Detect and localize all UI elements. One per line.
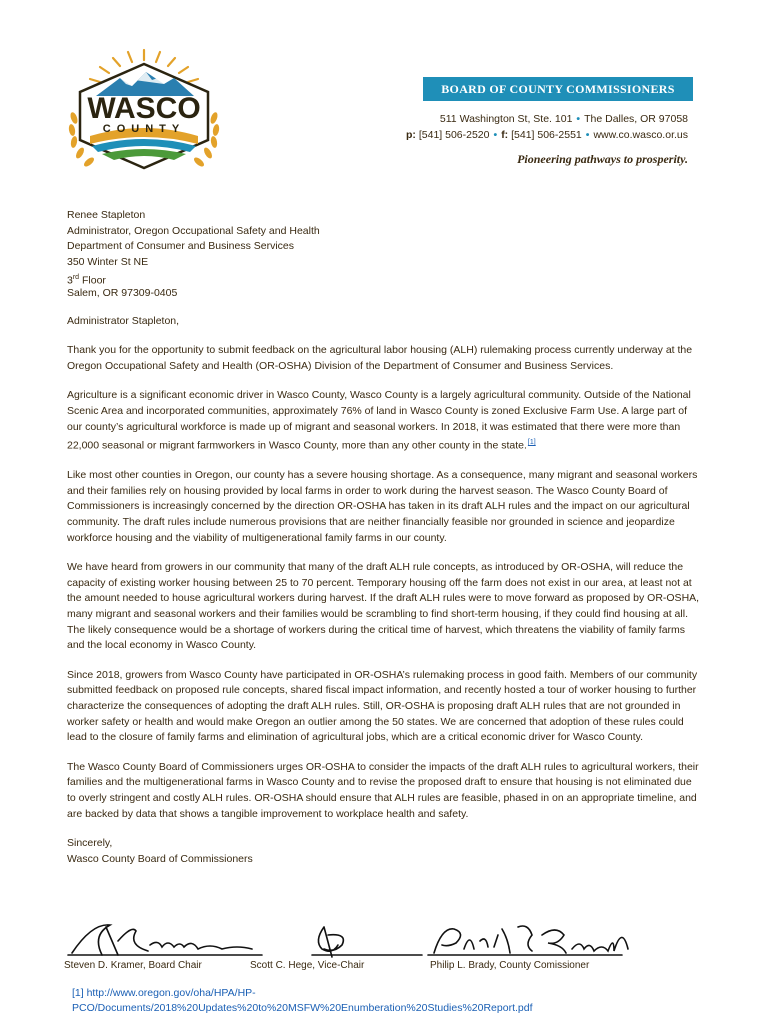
paragraph: Since 2018, growers from Wasco County have participated in OR-OSHA’s rulemaking process in good faith. Members of our community submitted feedback on proposed rule concepts, shared fiscal impact information, and recently hosted a tour of worker housing to further characterize the consequences of adopting the draft ALH rules. Still, OR-OSHA is proposing draft ALH rules that are not grounded in worker safety or health and would make Oregon an outlier among the 50 states. We are concerned that adoption of these rules could lead to the closure of family farms and elimination of agricultural jobs, which are a critical economic driver for Wasco County. bbox=[67, 668, 698, 744]
recipient-department: Department of Consumer and Business Services bbox=[67, 240, 295, 253]
signature-name-kramer: Steven D. Kramer, Board Chair bbox=[64, 960, 202, 971]
recipient-street: 350 Winter St NE bbox=[67, 255, 149, 268]
paragraph: We have heard from growers in our community that many of the draft ALH rule concepts, as introduced by OR-OSHA, will reduce the capacity of existing worker housing between 25 to 70 percent. Temporary housing off the farm does not exist in our area, at least not at the amount needed to house agricultural workers during harvest. If the draft ALH rules were to move forward as proposed by OR-OSHA, many migrant and seasonal workers and their families would be scrambling to find short-term housing, if they could find housing at all. The likely consequence would be a shortage of workers during the critical time of harvest, which threatens the viability of family farms and the local economy in Wasco County. bbox=[67, 561, 700, 652]
street-address: 511 Washington St, Ste. 101 bbox=[439, 113, 573, 125]
website-link[interactable]: www.co.wasco.or.us bbox=[593, 129, 688, 141]
bullet-dot-icon: • bbox=[576, 113, 581, 125]
letterhead-contact-line bbox=[406, 129, 688, 141]
board-banner: BOARD OF COUNTY COMMISSIONERS bbox=[423, 77, 693, 101]
recipient-block bbox=[67, 208, 703, 302]
footnote-reference-link[interactable]: [1] bbox=[527, 439, 536, 447]
recipient-name: Renee Stapleton bbox=[67, 209, 146, 221]
footnote-link[interactable]: [1] http://www.oregon.gov/oha/HPA/HP-PCO/Documents/2018%20Updates%20to%20MSFW%20Enumberation%20Studies%20Report.pdf bbox=[72, 987, 533, 1014]
closing: Sincerely, bbox=[67, 837, 113, 850]
paragraph: Agriculture is a significant economic driver in Wasco County, Wasco County is a largely agricultural community. Outside of the National Scenic Area and incorporated communities, approximately 76% of land in Wasco County is zoned Exclusive Farm Use. A large part of our county’s agricultural workforce is made up of migrant and seasonal workers. In 2018, it was estimated that there were more than 22,000 seasonal or migrant farmworkers in Wasco County, more than any other county in the state.[1] bbox=[67, 389, 691, 452]
paragraph: Thank you for the opportunity to submit feedback on the agricultural labor housing (ALH) rulemaking process currently underway at the Oregon Occupational Safety and Health (OR-OSHA) Division of the Department of Consumer and Business Services. bbox=[67, 344, 693, 372]
phone-label: p: bbox=[406, 129, 416, 141]
handwritten-signatures-icon bbox=[62, 905, 712, 965]
recipient-title: Administrator, Oregon Occupational Safety and Health bbox=[67, 224, 320, 237]
tagline: Pioneering pathways to prosperity. bbox=[517, 152, 688, 166]
signature-area bbox=[62, 905, 712, 975]
paragraph: Like most other counties in Oregon, our county has a severe housing shortage. As a consequence, many migrant and seasonal workers and their families rely on housing provided by local farms in order to work during the harvest season. The Wasco County Board of Commissioners is increasingly concerned by the direction OR-OSHA has taken in its draft ALH rules and the impact on our agricultural community. The draft rules include numerous provisions that are neither financially feasible nor grounded in science and jeopardize workforce housing and the viability of multigenerational family farms in our county. bbox=[67, 469, 698, 544]
fax-number: [541] 506-2551 bbox=[511, 129, 582, 141]
paragraph: The Wasco County Board of Commissioners urges OR-OSHA to consider the impacts of the draft ALH rules to agricultural workers, their families and the multigenerational farms in Wasco County and to revise the proposed draft to ensure that housing is not eliminated due to overly stringent and costly ALH rules. OR-OSHA should ensure that ALH rules are feasible, phased in on an appropriate timeline, and are backed by data that shows a tangible improvement to workplace health and safety. bbox=[67, 760, 699, 820]
signatory-body: Wasco County Board of Commissioners bbox=[67, 852, 253, 865]
city-address: The Dalles, OR 97058 bbox=[584, 113, 688, 125]
signature-name-hege: Scott C. Hege, Vice-Chair bbox=[250, 960, 365, 971]
bullet-dot-icon: • bbox=[493, 129, 498, 141]
wasco-county-logo bbox=[62, 48, 226, 176]
salutation: Administrator Stapleton, bbox=[67, 314, 180, 327]
recipient-city: Salem, OR 97309-0405 bbox=[67, 286, 178, 299]
phone-number: [541] 506-2520 bbox=[418, 129, 490, 141]
logo-name: WASCO bbox=[87, 92, 201, 125]
bullet-dot-icon: • bbox=[585, 129, 590, 141]
letter-body bbox=[67, 208, 703, 867]
logo-subtitle: COUNTY bbox=[102, 123, 186, 135]
letterhead-address-line bbox=[440, 113, 688, 125]
recipient-floor: 3rd Floor bbox=[67, 274, 106, 287]
county-logo-emblem-icon bbox=[62, 48, 226, 176]
fax-label: f: bbox=[501, 129, 509, 141]
signature-name-brady: Philip L. Brady, County Comissioner bbox=[430, 960, 590, 971]
